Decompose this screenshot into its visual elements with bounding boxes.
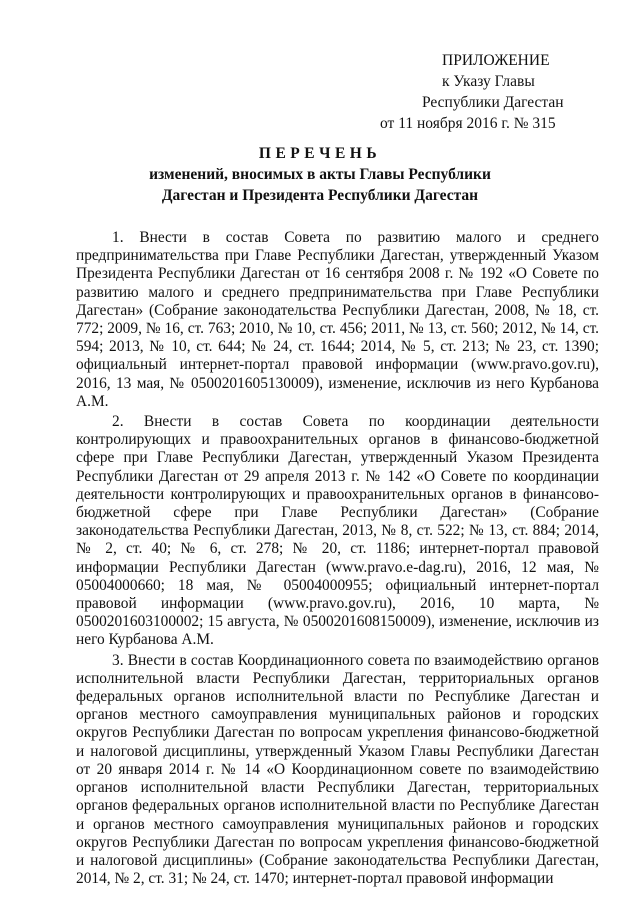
appendix-line-date: от 11 ноября 2016 г. № 315 [380,115,556,132]
heading-subtitle-line1: изменений, вносимых в акты Главы Республики [149,166,491,183]
paragraph-1: 1. Внести в состав Совета по развитию малого и среднего предпринимательства при Главе Республики Дагестан, утвержденный Указом Президента Республики Дагестан от 16 сентября 2008 г. № 192 «О Совете по развитию малого и среднего предпринимательства при Главе Республики Дагестан» (Собрание законодательства Республики Дагестан, 2008, № 18, ст. 772; 2009, № 16, ст. 763; 2010, № 10, ст. 456; 2011, № 13, ст. 560; 2012, № 14, ст. 594; 2013, № 10, ст. 644; № 24, ст. 1644; 2014, № 5, ст. 213; № 23, ст. 1390; официальный интернет-портал правовой информации (www.pravo.gov.ru), 2016, 13 мая, № 0500201605130009), изменение, исключив из него Курбанова А.М. [76,229,599,410]
appendix-title: ПРИЛОЖЕНИЕ [442,52,550,69]
heading-title: ПЕРЕЧЕНЬ [258,145,382,162]
document-body [76,229,599,888]
paragraph-2: 2. Внести в состав Совета по координации деятельности контролирующих и правоохранительных органов в финансово-бюджетной сфере при Главе Республики Дагестан, утвержденный Указом Президента Республики Дагестан от 29 апреля 2013 г. № 142 «О Совете по координации деятельности контролирующих и правоохранительных органов в финансово-бюджетной сфере при Главе Республики Дагестан» (Собрание законодательства Республики Дагестан, 2013, № 8, ст. 522; № 13, ст. 884; 2014, № 2, ст. 40; № 6, ст. 278; № 20, ст. 1186; интернет-портал правовой информации Республики Дагестан (www.pravo.e-dag.ru), 2016, 12 мая, № 05004000660; 18 мая, № 05004000955; официальный интернет-портал правовой информации (www.pravo.gov.ru), 2016, 10 марта, № 0500201603100002; 15 августа, № 0500201608150009), изменение, исключив из него Курбанова А.М. [76,413,599,649]
paragraph-3: 3. Внести в состав Координационного совета по взаимодействию органов исполнительной власти Республики Дагестан, территориальных органов федеральных органов исполнительной власти по Республике Дагестан и органов местного самоуправления муниципальных районов и городских округов Республики Дагестан по вопросам укрепления финансово-бюджетной и налоговой дисциплины, утвержденный Указом Главы Республики Дагестан от 20 января 2014 г. № 14 «О Координационном совете по взаимодействию органов исполнительной власти Республики Дагестан, территориальных органов федеральных органов исполнительной власти по Республике Дагестан и органов местного самоуправления муниципальных районов и городских округов Республики Дагестан по вопросам укрепления финансово-бюджетной и налоговой дисциплины» (Собрание законодательства Республики Дагестан, 2014, № 2, ст. 31; № 24, ст. 1470; интернет-портал правовой информации [76,651,599,888]
heading-subtitle-line2: Дагестан и Президента Республики Дагестан [161,187,479,204]
appendix-line-republic: Республики Дагестан [422,94,564,111]
document-heading [0,143,640,206]
appendix-line-decree: к Указу Главы [442,73,535,90]
